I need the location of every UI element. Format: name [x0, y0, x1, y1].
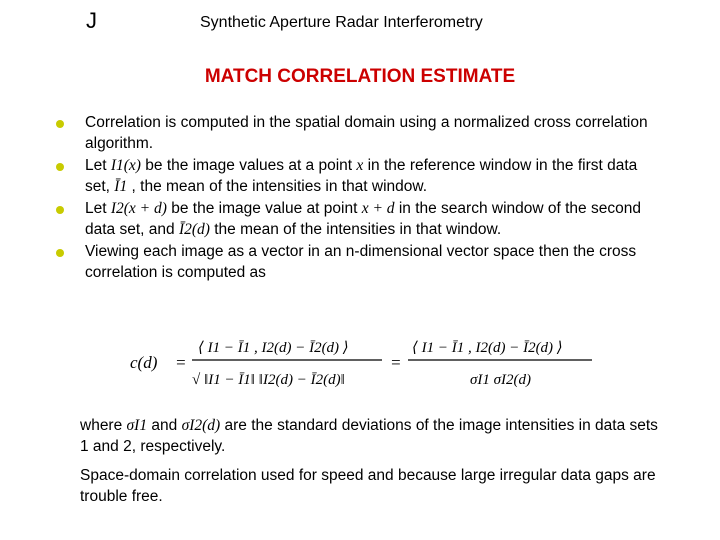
math-term: Ī2(d)	[178, 221, 210, 238]
paragraph-text: are the standard deviations of the image intensities in data sets 1 and 2, respectively.	[80, 417, 658, 455]
bullet-dot-icon	[56, 206, 64, 214]
bullet-dot-icon	[56, 249, 64, 257]
bullet-item	[0, 155, 665, 197]
slide-title: MATCH CORRELATION ESTIMATE	[204, 66, 516, 87]
bullet-item	[0, 112, 665, 154]
equation-numerator: ⟨ I1 − Ī1 , I2(d) − Ī2(d) ⟩	[198, 340, 349, 356]
bullet-text: in the reference window in the first data set,	[85, 157, 638, 195]
bullet-item	[0, 198, 665, 240]
bullet-dot-icon	[56, 163, 64, 171]
paragraph-space-domain: Space-domain correlation used for speed and because large irregular data gaps are trouble free.	[80, 467, 656, 505]
equation-equals: =	[390, 353, 402, 372]
bullet-text: , the mean of the intensities in that window.	[127, 178, 428, 195]
bullet-text: Let	[85, 200, 111, 217]
equation-lhs: c(d)	[130, 353, 158, 372]
bullet-text: in the search window of the second data set, and	[85, 200, 641, 238]
equation-equals: =	[175, 353, 187, 372]
math-term: x	[356, 157, 364, 174]
equation-denominator: √ ‖I1 − Ī1‖ ‖I2(d) − Ī2(d)‖	[192, 372, 345, 388]
paragraph-text: where	[80, 417, 127, 434]
paragraph-std-dev	[80, 415, 660, 457]
bullet-text: be the image values at a point	[140, 157, 357, 174]
math-term: σI2(d)	[181, 417, 221, 434]
math-term: x + d	[361, 200, 395, 217]
math-term: Ī1	[114, 178, 128, 195]
equation-graphic	[130, 328, 600, 398]
bullet-dot-icon	[56, 120, 64, 128]
header-mark: J	[86, 8, 97, 33]
bullet-item	[0, 241, 665, 283]
math-term: σI1	[126, 417, 148, 434]
bullet-text: Let	[85, 157, 111, 174]
header-title: Synthetic Aperture Radar Interferometry	[200, 14, 483, 31]
bullet-text: Viewing each image as a vector in an n-dimensional vector space then the cross correlation is computed as	[85, 243, 637, 281]
paragraph-text: and	[147, 417, 182, 434]
bullet-text: Correlation is computed in the spatial domain using a normalized cross correlation algorithm.	[85, 114, 648, 152]
correlation-equation	[130, 328, 600, 398]
bullet-list	[0, 112, 720, 284]
equation-denominator: σI1 σI2(d)	[470, 372, 532, 388]
math-term: I1(x)	[110, 157, 141, 174]
bullet-text: the mean of the intensities in that window.	[209, 221, 502, 238]
equation-numerator: ⟨ I1 − Ī1 , I2(d) − Ī2(d) ⟩	[412, 340, 563, 356]
bullet-text: be the image value at point	[166, 200, 362, 217]
math-term: I2(x + d)	[110, 200, 167, 217]
